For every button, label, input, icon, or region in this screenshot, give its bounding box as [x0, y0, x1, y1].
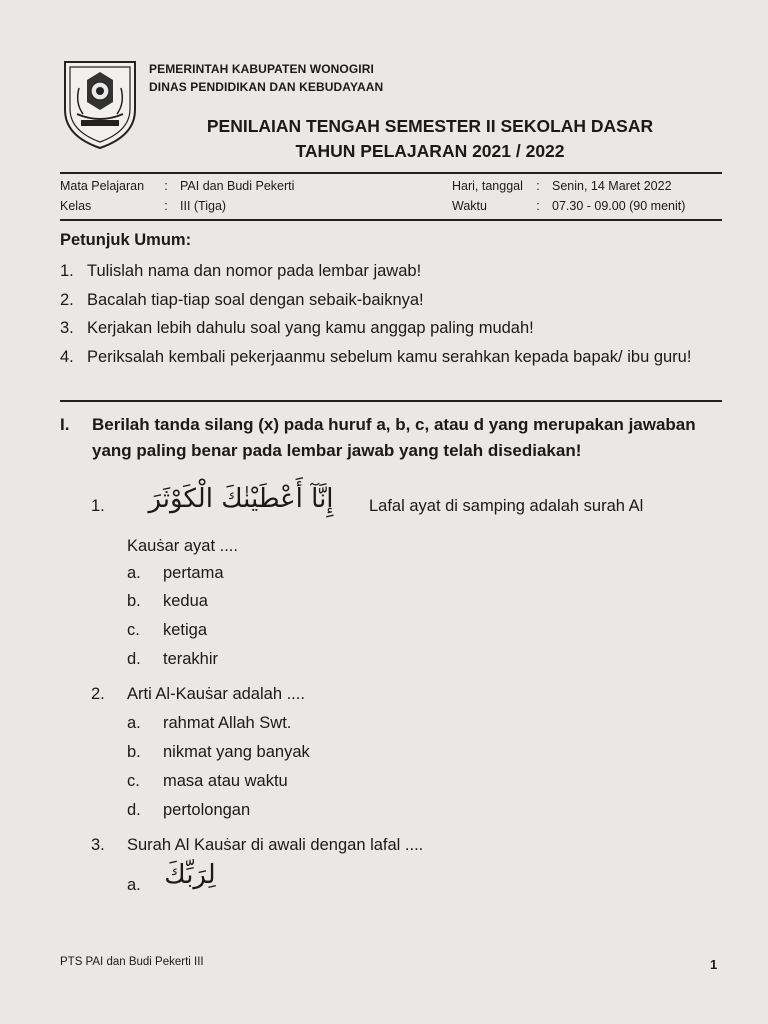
- question-1-text-cont: Kauṡar ayat ....: [127, 537, 238, 555]
- list-item: 4. Periksalah kembali pekerjaanmu sebelum kamu serahkan kepada bapak/ ibu guru!: [60, 347, 692, 366]
- exam-title: PENILAIAN TENGAH SEMESTER II SEKOLAH DASAR: [206, 116, 654, 136]
- question-2-number: 2.: [91, 685, 105, 703]
- option-2a: a. rahmat Allah Swt.: [127, 714, 292, 732]
- divider-info: [60, 219, 722, 221]
- info-right: Hari, tanggal : Senin, 14 Maret 2022 Waktu : 07.30 - 09.00 (90 menit): [452, 176, 685, 216]
- option-3a: a.: [127, 876, 141, 894]
- option-2b: b. nikmat yang banyak: [127, 743, 310, 761]
- question-3-number: 3.: [91, 836, 105, 854]
- class-label: Kelas: [60, 199, 92, 213]
- option-1b: b. kedua: [127, 592, 208, 610]
- time-value: 07.30 - 09.00 (90 menit): [552, 199, 686, 213]
- footer-label: PTS PAI dan Budi Pekerti III: [60, 956, 204, 968]
- day-label: Hari, tanggal: [452, 179, 523, 193]
- list-item: 1. Tulislah nama dan nomor pada lembar jawab!: [60, 262, 422, 280]
- question-3-text: Surah Al Kauṡar di awali dengan lafal ....: [127, 836, 424, 854]
- option-1a: a. pertama: [127, 564, 224, 582]
- subject-value: PAI dan Budi Pekerti: [180, 179, 295, 193]
- question-1-text: Lafal ayat di samping adalah surah Al: [369, 497, 644, 515]
- government-header: [149, 60, 383, 96]
- exam-year: TAHUN PELAJARAN 2021 / 2022: [295, 141, 565, 161]
- list-item: 3. Kerjakan lebih dahulu soal yang kamu anggap paling mudah!: [60, 319, 534, 337]
- page-number: 1: [710, 957, 718, 972]
- divider-section: [60, 400, 722, 402]
- section-number: I.: [60, 415, 70, 434]
- question-1-arabic: إِنَّآ أَعْطَيْنٰكَ الْكَوْثَرَ: [148, 484, 334, 514]
- section-text: Berilah tanda silang (x) pada huruf a, b, c, atau d yang merupakan jawaban yang paling benar pada lembar jawab yang telah disediakan!: [92, 415, 696, 460]
- question-2-text: Arti Al-Kauṡar adalah ....: [127, 685, 305, 703]
- option-3a-arabic: لِرَبِّكَ: [164, 860, 216, 890]
- option-2d: d. pertolongan: [127, 801, 251, 819]
- instructions-list: [60, 257, 730, 371]
- option-2c: c. masa atau waktu: [127, 772, 288, 790]
- section-instruction: [60, 412, 730, 464]
- gov-line-1: PEMERINTAH KABUPATEN WONOGIRI: [149, 62, 374, 76]
- divider-top: [60, 172, 722, 174]
- day-value: Senin, 14 Maret 2022: [552, 179, 672, 193]
- info-left: Mata Pelajaran : PAI dan Budi Pekerti Kelas : III (Tiga): [60, 176, 294, 216]
- list-item: 2. Bacalah tiap-tiap soal dengan sebaik-baiknya!: [60, 290, 424, 309]
- question-1-number: 1.: [91, 497, 105, 515]
- class-value: III (Tiga): [180, 199, 227, 213]
- time-label: Waktu: [452, 199, 487, 213]
- option-1c: c. ketiga: [127, 621, 208, 639]
- gov-line-2: DINAS PENDIDIKAN DAN KEBUDAYAAN: [149, 80, 384, 94]
- instructions-title: Petunjuk Umum:: [60, 231, 192, 249]
- option-1d: d. terakhir: [127, 650, 219, 668]
- subject-label: Mata Pelajaran: [60, 179, 145, 193]
